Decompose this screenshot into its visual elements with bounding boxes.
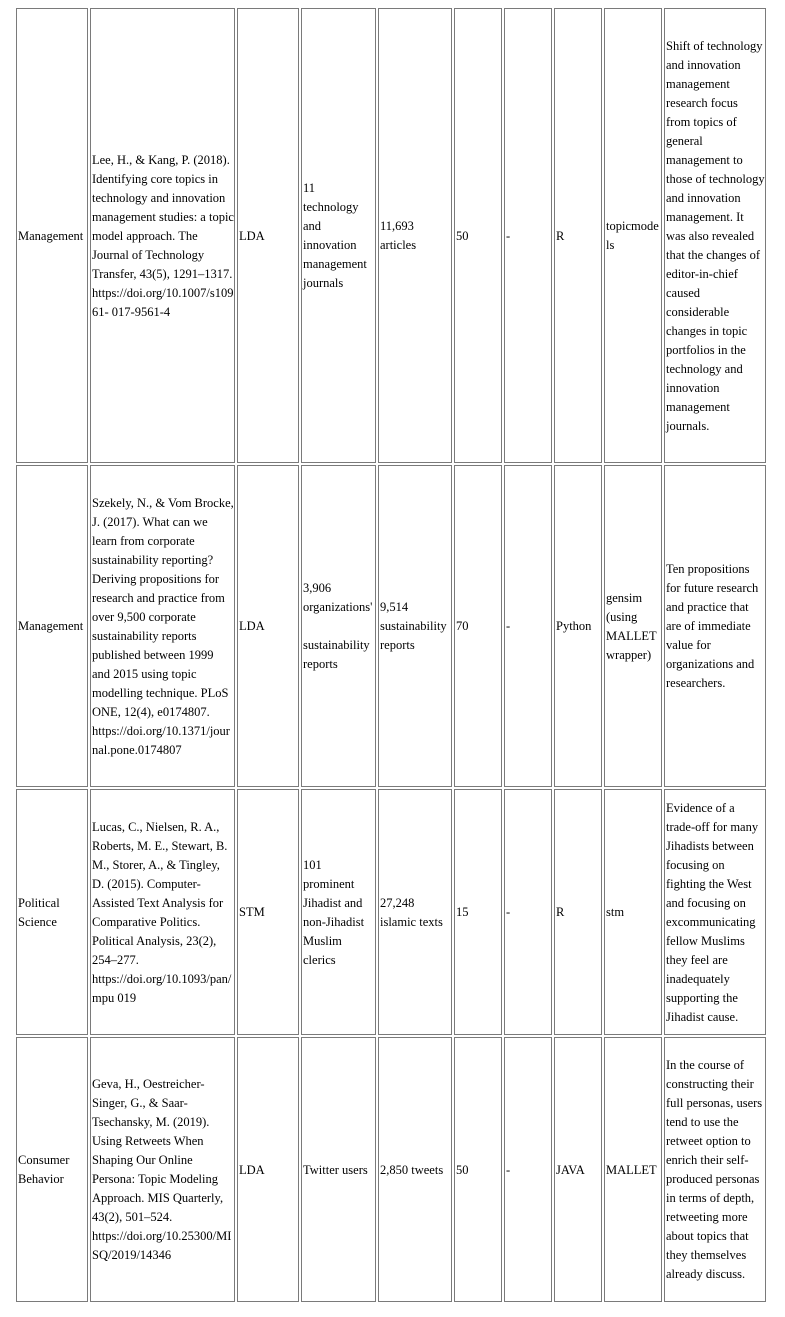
num-topics-cell: 50 [454, 1037, 502, 1302]
extra-cell: - [504, 8, 552, 463]
finding-cell: Ten propositions for future research and practice that are of immediate value for organizations and researchers. [664, 465, 766, 787]
extra-cell: - [504, 1037, 552, 1302]
table-row [16, 789, 766, 1035]
language-cell: Python [554, 465, 602, 787]
num-topics-cell: 15 [454, 789, 502, 1035]
package-cell: MALLET [604, 1037, 662, 1302]
reference-cell: Geva, H., Oestreicher-Singer, G., & Saar-Tsechansky, M. (2019). Using Retweets When Shaping Our Online Persona: Topic Modeling Approach. MIS Quarterly, 43(2), 501–524. https://doi.org/10.25300/MISQ/2019/14346 [90, 1037, 235, 1302]
method-cell: LDA [237, 1037, 299, 1302]
language-cell: JAVA [554, 1037, 602, 1302]
domain-cell: Management [16, 8, 88, 463]
method-cell: LDA [237, 8, 299, 463]
corpus-size-cell: 9,514 sustainability reports [378, 465, 452, 787]
method-cell: LDA [237, 465, 299, 787]
data-source-cell: Twitter users [301, 1037, 376, 1302]
package-cell: stm [604, 789, 662, 1035]
data-source-cell: 3,906 organizations' sustainability reports [301, 465, 376, 787]
finding-cell: Evidence of a trade-off for many Jihadists between focusing on fighting the West and focusing on excommunicating fellow Muslims they feel are inadequately supporting the Jihadist cause. [664, 789, 766, 1035]
domain-cell: Political Science [16, 789, 88, 1035]
table-row [16, 8, 766, 463]
corpus-size-cell: 11,693 articles [378, 8, 452, 463]
finding-cell: In the course of constructing their full personas, users tend to use the retweet option to enrich their self-produced personas in terms of depth, retweeting more about topics that they themselves already discuss. [664, 1037, 766, 1302]
extra-cell: - [504, 465, 552, 787]
studies-table [14, 6, 768, 1304]
language-cell: R [554, 8, 602, 463]
domain-cell: Consumer Behavior [16, 1037, 88, 1302]
package-cell: topicmodels [604, 8, 662, 463]
reference-cell: Lee, H., & Kang, P. (2018). Identifying core topics in technology and innovation management studies: a topic model approach. The Journal of Technology Transfer, 43(5), 1291–1317. https://doi.org/10.1007/s10961- 017-9561-4 [90, 8, 235, 463]
num-topics-cell: 70 [454, 465, 502, 787]
corpus-size-cell: 27,248 islamic texts [378, 789, 452, 1035]
reference-cell: Szekely, N., & Vom Brocke, J. (2017). What can we learn from corporate sustainability reporting? Deriving propositions for research and practice from over 9,500 corporate sustainability reports published between 1999 and 2015 using topic modelling technique. PLoS ONE, 12(4), e0174807. https://doi.org/10.1371/journal.pone.0174807 [90, 465, 235, 787]
data-source-cell: 11 technology and innovation management journals [301, 8, 376, 463]
extra-cell: - [504, 789, 552, 1035]
package-cell: gensim (using MALLET wrapper) [604, 465, 662, 787]
num-topics-cell: 50 [454, 8, 502, 463]
method-cell: STM [237, 789, 299, 1035]
domain-cell: Management [16, 465, 88, 787]
table-row [16, 465, 766, 787]
reference-cell: Lucas, C., Nielsen, R. A., Roberts, M. E., Stewart, B. M., Storer, A., & Tingley, D. (2015). Computer-Assisted Text Analysis for Comparative Politics. Political Analysis, 23(2), 254–277. https://doi.org/10.1093/pan/mpu 019 [90, 789, 235, 1035]
language-cell: R [554, 789, 602, 1035]
data-source-cell: 101 prominent Jihadist and non-Jihadist Muslim clerics [301, 789, 376, 1035]
table-row [16, 1037, 766, 1302]
corpus-size-cell: 2,850 tweets [378, 1037, 452, 1302]
finding-cell: Shift of technology and innovation management research focus from topics of general management to those of technology and innovation management. It was also revealed that the changes of editor-in-chief caused considerable changes in topic portfolios in the technology and innovation management journals. [664, 8, 766, 463]
